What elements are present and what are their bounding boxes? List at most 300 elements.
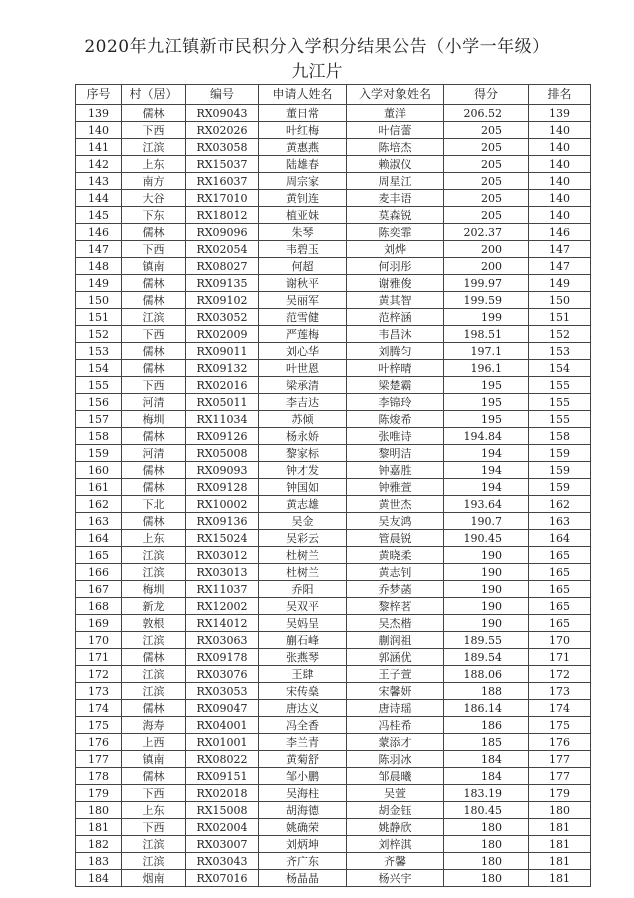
- cell-id: RX09011: [186, 343, 259, 360]
- cell-rank: 181: [529, 870, 591, 887]
- cell-rank: 152: [529, 326, 591, 343]
- cell-applicant: 吴金: [259, 513, 347, 530]
- table-row: [76, 683, 591, 700]
- cell-score: 196.1: [444, 360, 529, 377]
- cell-index: 156: [76, 394, 122, 411]
- cell-applicant: 邹小鹏: [259, 768, 347, 785]
- cell-rank: 173: [529, 683, 591, 700]
- cell-id: RX09043: [186, 105, 259, 122]
- cell-index: 140: [76, 122, 122, 139]
- cell-score: 194: [444, 479, 529, 496]
- cell-village: 儒林: [122, 428, 186, 445]
- cell-id: RX09096: [186, 224, 259, 241]
- cell-score: 205: [444, 190, 529, 207]
- cell-village: 儒林: [122, 275, 186, 292]
- table-header-row: [76, 85, 591, 105]
- table-row: [76, 309, 591, 326]
- cell-index: 182: [76, 836, 122, 853]
- table-row: [76, 496, 591, 513]
- cell-score: 194.84: [444, 428, 529, 445]
- cell-student: 吴萱: [347, 785, 444, 802]
- cell-id: RX09102: [186, 292, 259, 309]
- cell-rank: 175: [529, 717, 591, 734]
- cell-student: 钟雅萱: [347, 479, 444, 496]
- cell-applicant: 吴彩云: [259, 530, 347, 547]
- table-row: [76, 581, 591, 598]
- cell-village: 儒林: [122, 224, 186, 241]
- table-row: [76, 207, 591, 224]
- cell-village: 大谷: [122, 190, 186, 207]
- cell-score: 205: [444, 207, 529, 224]
- cell-rank: 179: [529, 785, 591, 802]
- table-row: [76, 394, 591, 411]
- table-row: [76, 802, 591, 819]
- cell-id: RX03058: [186, 139, 259, 156]
- cell-student: 黎明洁: [347, 445, 444, 462]
- table-row: [76, 717, 591, 734]
- cell-village: 下北: [122, 496, 186, 513]
- cell-applicant: 齐广东: [259, 853, 347, 870]
- cell-village: 下东: [122, 207, 186, 224]
- cell-student: 刘梓淇: [347, 836, 444, 853]
- cell-id: RX15037: [186, 156, 259, 173]
- cell-village: 江滨: [122, 836, 186, 853]
- cell-student: 黎梓茗: [347, 598, 444, 615]
- table-row: [76, 377, 591, 394]
- cell-index: 162: [76, 496, 122, 513]
- cell-applicant: 何超: [259, 258, 347, 275]
- cell-index: 150: [76, 292, 122, 309]
- cell-score: 195: [444, 377, 529, 394]
- cell-score: 195: [444, 411, 529, 428]
- cell-student: 蒙添才: [347, 734, 444, 751]
- cell-rank: 159: [529, 479, 591, 496]
- cell-id: RX09151: [186, 768, 259, 785]
- cell-student: 莫森锐: [347, 207, 444, 224]
- cell-village: 上东: [122, 802, 186, 819]
- cell-rank: 154: [529, 360, 591, 377]
- cell-index: 158: [76, 428, 122, 445]
- cell-village: 儒林: [122, 768, 186, 785]
- cell-student: 陈培杰: [347, 139, 444, 156]
- cell-score: 184: [444, 751, 529, 768]
- cell-index: 151: [76, 309, 122, 326]
- table-row: [76, 853, 591, 870]
- cell-score: 180: [444, 819, 529, 836]
- cell-rank: 151: [529, 309, 591, 326]
- cell-index: 173: [76, 683, 122, 700]
- page-subtitle: 九江片: [291, 62, 343, 82]
- cell-village: 江滨: [122, 309, 186, 326]
- cell-village: 下西: [122, 785, 186, 802]
- cell-id: RX17010: [186, 190, 259, 207]
- cell-village: 下西: [122, 326, 186, 343]
- cell-student: 齐馨: [347, 853, 444, 870]
- cell-index: 167: [76, 581, 122, 598]
- cell-score: 189.55: [444, 632, 529, 649]
- cell-score: 199.97: [444, 275, 529, 292]
- cell-index: 163: [76, 513, 122, 530]
- cell-rank: 174: [529, 700, 591, 717]
- cell-village: 河清: [122, 394, 186, 411]
- cell-student: 李锦玲: [347, 394, 444, 411]
- cell-applicant: 李兰青: [259, 734, 347, 751]
- cell-index: 152: [76, 326, 122, 343]
- cell-village: 海寿: [122, 717, 186, 734]
- cell-id: RX09126: [186, 428, 259, 445]
- cell-village: 江滨: [122, 547, 186, 564]
- cell-score: 190: [444, 564, 529, 581]
- cell-village: 儒林: [122, 105, 186, 122]
- table-row: [76, 156, 591, 173]
- table-row: [76, 836, 591, 853]
- cell-rank: 171: [529, 649, 591, 666]
- cell-index: 180: [76, 802, 122, 819]
- cell-village: 儒林: [122, 513, 186, 530]
- cell-rank: 140: [529, 190, 591, 207]
- cell-rank: 140: [529, 207, 591, 224]
- cell-index: 161: [76, 479, 122, 496]
- cell-rank: 181: [529, 836, 591, 853]
- cell-id: RX05008: [186, 445, 259, 462]
- cell-applicant: 吴海柱: [259, 785, 347, 802]
- cell-student: 邹晨曦: [347, 768, 444, 785]
- cell-score: 200: [444, 241, 529, 258]
- cell-id: RX08022: [186, 751, 259, 768]
- cell-index: 160: [76, 462, 122, 479]
- cell-student: 钟嘉胜: [347, 462, 444, 479]
- cell-rank: 150: [529, 292, 591, 309]
- cell-applicant: 黎家标: [259, 445, 347, 462]
- cell-index: 184: [76, 870, 122, 887]
- cell-index: 166: [76, 564, 122, 581]
- cell-village: 上东: [122, 530, 186, 547]
- cell-applicant: 冯全香: [259, 717, 347, 734]
- cell-id: RX03052: [186, 309, 259, 326]
- cell-applicant: 胡海德: [259, 802, 347, 819]
- cell-score: 188.06: [444, 666, 529, 683]
- cell-id: RX04001: [186, 717, 259, 734]
- cell-village: 镇南: [122, 258, 186, 275]
- table-row: [76, 547, 591, 564]
- cell-rank: 140: [529, 122, 591, 139]
- cell-id: RX16037: [186, 173, 259, 190]
- cell-student: 郭涵优: [347, 649, 444, 666]
- cell-id: RX18012: [186, 207, 259, 224]
- cell-student: 叶信蕾: [347, 122, 444, 139]
- cell-rank: 140: [529, 173, 591, 190]
- cell-village: 敦根: [122, 615, 186, 632]
- cell-applicant: 钟国如: [259, 479, 347, 496]
- cell-student: 周星江: [347, 173, 444, 190]
- cell-id: RX02018: [186, 785, 259, 802]
- cell-applicant: 乔阳: [259, 581, 347, 598]
- cell-applicant: 韦碧玉: [259, 241, 347, 258]
- cell-score: 180: [444, 870, 529, 887]
- cell-score: 198.51: [444, 326, 529, 343]
- cell-score: 190: [444, 581, 529, 598]
- cell-index: 169: [76, 615, 122, 632]
- cell-id: RX03012: [186, 547, 259, 564]
- cell-student: 姚静欣: [347, 819, 444, 836]
- table-row: [76, 462, 591, 479]
- cell-id: RX09093: [186, 462, 259, 479]
- cell-id: RX10002: [186, 496, 259, 513]
- cell-applicant: 唐达义: [259, 700, 347, 717]
- table-row: [76, 360, 591, 377]
- cell-applicant: 张燕琴: [259, 649, 347, 666]
- table-row: [76, 564, 591, 581]
- cell-score: 194: [444, 445, 529, 462]
- header-village: 村（居）: [122, 85, 186, 105]
- cell-index: 139: [76, 105, 122, 122]
- table-row: [76, 258, 591, 275]
- cell-applicant: 植亚妹: [259, 207, 347, 224]
- cell-rank: 165: [529, 598, 591, 615]
- table-row: [76, 326, 591, 343]
- cell-score: 189.54: [444, 649, 529, 666]
- cell-id: RX11037: [186, 581, 259, 598]
- cell-applicant: 姚确荣: [259, 819, 347, 836]
- table-row: [76, 751, 591, 768]
- cell-index: 149: [76, 275, 122, 292]
- cell-student: 范梓涵: [347, 309, 444, 326]
- cell-village: 儒林: [122, 700, 186, 717]
- cell-student: 杨兴宇: [347, 870, 444, 887]
- table-row: [76, 649, 591, 666]
- cell-rank: 147: [529, 241, 591, 258]
- cell-village: 梅圳: [122, 411, 186, 428]
- cell-id: RX03076: [186, 666, 259, 683]
- cell-rank: 140: [529, 156, 591, 173]
- cell-index: 145: [76, 207, 122, 224]
- cell-applicant: 谢秋平: [259, 275, 347, 292]
- table-row: [76, 513, 591, 530]
- table-row: [76, 122, 591, 139]
- cell-score: 185: [444, 734, 529, 751]
- cell-rank: 155: [529, 377, 591, 394]
- cell-index: 144: [76, 190, 122, 207]
- cell-student: 黄其智: [347, 292, 444, 309]
- cell-score: 190: [444, 598, 529, 615]
- cell-index: 183: [76, 853, 122, 870]
- cell-applicant: 杨永娇: [259, 428, 347, 445]
- cell-index: 164: [76, 530, 122, 547]
- cell-student: 胡金钰: [347, 802, 444, 819]
- cell-id: RX02026: [186, 122, 259, 139]
- cell-rank: 165: [529, 581, 591, 598]
- cell-village: 上东: [122, 156, 186, 173]
- cell-score: 183.19: [444, 785, 529, 802]
- cell-applicant: 黄惠燕: [259, 139, 347, 156]
- cell-village: 镇南: [122, 751, 186, 768]
- table-row: [76, 530, 591, 547]
- cell-applicant: 董日常: [259, 105, 347, 122]
- cell-index: 172: [76, 666, 122, 683]
- cell-student: 董洋: [347, 105, 444, 122]
- cell-rank: 153: [529, 343, 591, 360]
- header-applicant: 申请人姓名: [259, 85, 347, 105]
- cell-applicant: 宋传燊: [259, 683, 347, 700]
- cell-applicant: 蒯石峰: [259, 632, 347, 649]
- cell-village: 江滨: [122, 683, 186, 700]
- cell-applicant: 吴妈呈: [259, 615, 347, 632]
- cell-id: RX02009: [186, 326, 259, 343]
- cell-score: 193.64: [444, 496, 529, 513]
- cell-village: 儒林: [122, 343, 186, 360]
- cell-student: 谢雅俊: [347, 275, 444, 292]
- cell-rank: 149: [529, 275, 591, 292]
- cell-rank: 140: [529, 139, 591, 156]
- cell-student: 吴友鸿: [347, 513, 444, 530]
- cell-applicant: 周宗家: [259, 173, 347, 190]
- cell-id: RX05011: [186, 394, 259, 411]
- cell-score: 205: [444, 173, 529, 190]
- cell-applicant: 叶红梅: [259, 122, 347, 139]
- cell-id: RX15008: [186, 802, 259, 819]
- table-row: [76, 479, 591, 496]
- cell-student: 吴杰楷: [347, 615, 444, 632]
- cell-index: 165: [76, 547, 122, 564]
- cell-id: RX01001: [186, 734, 259, 751]
- cell-village: 烟南: [122, 870, 186, 887]
- cell-score: 190.7: [444, 513, 529, 530]
- cell-applicant: 钟才发: [259, 462, 347, 479]
- cell-village: 上西: [122, 734, 186, 751]
- table-row: [76, 870, 591, 887]
- cell-applicant: 王肆: [259, 666, 347, 683]
- table-row: [76, 190, 591, 207]
- cell-applicant: 杜树兰: [259, 547, 347, 564]
- cell-student: 黄志钊: [347, 564, 444, 581]
- cell-rank: 139: [529, 105, 591, 122]
- cell-applicant: 严莲梅: [259, 326, 347, 343]
- cell-id: RX09047: [186, 700, 259, 717]
- cell-score: 195: [444, 394, 529, 411]
- cell-score: 190: [444, 547, 529, 564]
- cell-id: RX03053: [186, 683, 259, 700]
- cell-student: 黄世杰: [347, 496, 444, 513]
- cell-village: 江滨: [122, 564, 186, 581]
- cell-rank: 165: [529, 564, 591, 581]
- cell-student: 张唯诗: [347, 428, 444, 445]
- cell-applicant: 范雪健: [259, 309, 347, 326]
- table-row: [76, 615, 591, 632]
- table-row: [76, 666, 591, 683]
- cell-score: 180: [444, 836, 529, 853]
- table-row: [76, 700, 591, 717]
- cell-id: RX09128: [186, 479, 259, 496]
- header-rank: 排名: [529, 85, 591, 105]
- cell-index: 142: [76, 156, 122, 173]
- cell-rank: 164: [529, 530, 591, 547]
- cell-applicant: 陆雄春: [259, 156, 347, 173]
- cell-score: 197.1: [444, 343, 529, 360]
- cell-id: RX09178: [186, 649, 259, 666]
- cell-village: 下西: [122, 377, 186, 394]
- cell-applicant: 杜树兰: [259, 564, 347, 581]
- cell-rank: 180: [529, 802, 591, 819]
- cell-id: RX02054: [186, 241, 259, 258]
- cell-applicant: 朱琴: [259, 224, 347, 241]
- cell-index: 154: [76, 360, 122, 377]
- cell-student: 蒯润祖: [347, 632, 444, 649]
- table-row: [76, 428, 591, 445]
- cell-index: 171: [76, 649, 122, 666]
- cell-index: 141: [76, 139, 122, 156]
- cell-rank: 147: [529, 258, 591, 275]
- cell-student: 麦丰语: [347, 190, 444, 207]
- header-index: 序号: [76, 85, 122, 105]
- table-row: [76, 139, 591, 156]
- cell-rank: 170: [529, 632, 591, 649]
- table-row: [76, 768, 591, 785]
- cell-id: RX08027: [186, 258, 259, 275]
- cell-score: 205: [444, 122, 529, 139]
- cell-applicant: 苏倾: [259, 411, 347, 428]
- cell-village: 河清: [122, 445, 186, 462]
- cell-id: RX03013: [186, 564, 259, 581]
- cell-id: RX03043: [186, 853, 259, 870]
- cell-village: 江滨: [122, 139, 186, 156]
- cell-student: 刘腾匀: [347, 343, 444, 360]
- cell-id: RX15024: [186, 530, 259, 547]
- cell-score: 186.14: [444, 700, 529, 717]
- cell-index: 155: [76, 377, 122, 394]
- cell-rank: 181: [529, 853, 591, 870]
- cell-index: 159: [76, 445, 122, 462]
- cell-rank: 155: [529, 394, 591, 411]
- cell-index: 170: [76, 632, 122, 649]
- cell-score: 205: [444, 156, 529, 173]
- cell-score: 190.45: [444, 530, 529, 547]
- cell-index: 178: [76, 768, 122, 785]
- cell-student: 陈奕霏: [347, 224, 444, 241]
- cell-index: 177: [76, 751, 122, 768]
- page-title: 2020年九江镇新市民积分入学积分结果公告（小学一年级）: [84, 37, 550, 57]
- cell-student: 陈焌希: [347, 411, 444, 428]
- cell-index: 143: [76, 173, 122, 190]
- cell-student: 何羽彤: [347, 258, 444, 275]
- cell-applicant: 叶世恩: [259, 360, 347, 377]
- table-row: [76, 275, 591, 292]
- cell-village: 梅圳: [122, 581, 186, 598]
- table-row: [76, 343, 591, 360]
- cell-id: RX09136: [186, 513, 259, 530]
- cell-student: 王子萱: [347, 666, 444, 683]
- cell-village: 儒林: [122, 649, 186, 666]
- table-row: [76, 105, 591, 122]
- cell-id: RX07016: [186, 870, 259, 887]
- cell-student: 刘烨: [347, 241, 444, 258]
- cell-index: 174: [76, 700, 122, 717]
- cell-index: 175: [76, 717, 122, 734]
- cell-applicant: 黄志雄: [259, 496, 347, 513]
- cell-score: 180.45: [444, 802, 529, 819]
- cell-rank: 155: [529, 411, 591, 428]
- cell-id: RX11034: [186, 411, 259, 428]
- cell-rank: 159: [529, 445, 591, 462]
- cell-id: RX09135: [186, 275, 259, 292]
- table-row: [76, 241, 591, 258]
- cell-id: RX12002: [186, 598, 259, 615]
- cell-village: 江滨: [122, 853, 186, 870]
- cell-student: 冯桂希: [347, 717, 444, 734]
- cell-rank: 158: [529, 428, 591, 445]
- cell-student: 叶梓晴: [347, 360, 444, 377]
- cell-rank: 176: [529, 734, 591, 751]
- cell-rank: 162: [529, 496, 591, 513]
